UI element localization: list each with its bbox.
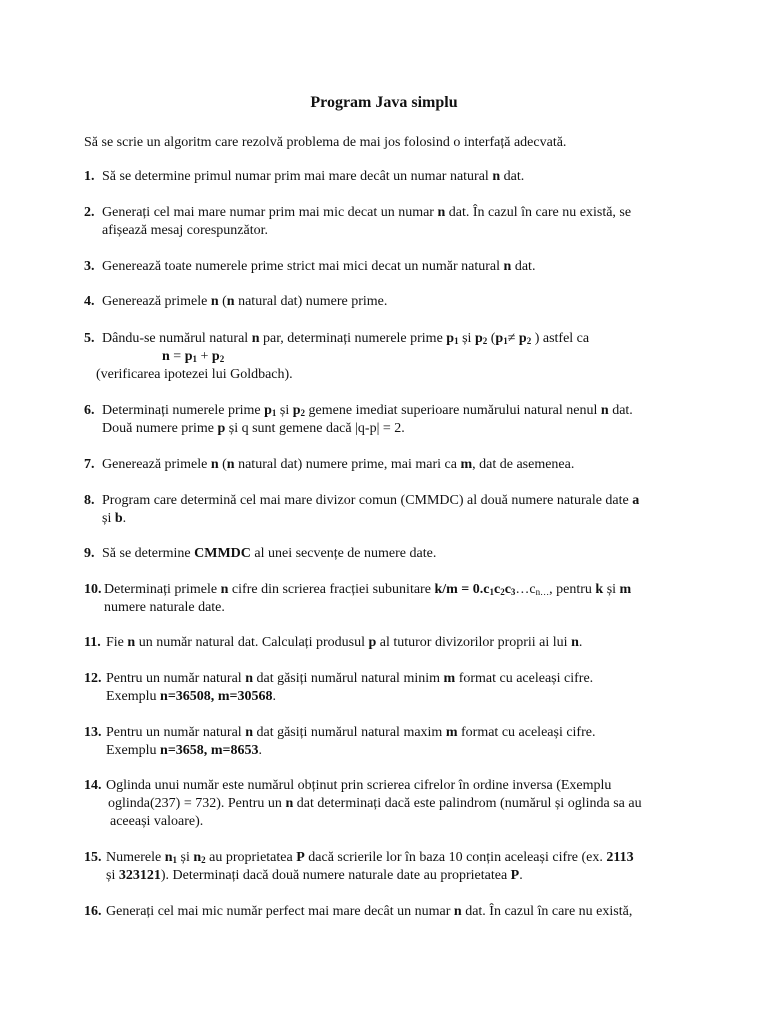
- problem-text-line: Să se determine primul numar prim mai mare decât un numar natural n dat.: [102, 169, 525, 184]
- problem-text-line: Exemplu n=3658, m=8653.: [106, 743, 262, 758]
- problem-text-line: Generează primele n (n natural dat) numere prime, mai mari ca m, dat de asemenea.: [102, 457, 575, 472]
- problem-text-line: afișează mesaj corespunzător.: [102, 223, 268, 238]
- problem-text-line: Determinați numerele prime $p_1$ și $p_2$ gemene imediat superioare numărului natural nenul n dat.: [102, 403, 633, 418]
- problem-text-line: Exemplu n=36508, m=30568.: [106, 689, 276, 704]
- problem-number: 5.: [84, 331, 95, 346]
- problem-text-line: Determinați primele n cifre din scrierea fracției subunitare $k/m = 0.c_1c_2c_3\dots c_{n\dots}$, pentru k și m: [104, 582, 632, 597]
- problem-text-line: aceeași valoare).: [110, 814, 204, 829]
- problem-text-line: Generați cel mai mare numar prim mai mic decat un numar n dat. În cazul în care nu există, se: [102, 205, 632, 220]
- problem-number: 2.: [84, 205, 95, 220]
- problem-number: 4.: [84, 294, 95, 309]
- problem-text-line: și 323121). Determinați dacă două numere naturale date au proprietatea P.: [106, 868, 523, 883]
- problem-text-line: Numerele $n_1$ și $n_2$ au proprietatea P dacă scrierile lor în baza 10 conțin aceleași cifre (ex. 2113: [106, 850, 634, 865]
- problem-text-line: Pentru un număr natural n dat găsiți numărul natural minim m format cu aceleași cifre.: [106, 671, 594, 686]
- page-title: Program Java simplu: [310, 94, 458, 111]
- problem-text-line: Două numere prime p și q sunt gemene dacă |q-p| = 2.: [102, 421, 405, 436]
- problem-text-line: numere naturale date.: [104, 600, 225, 615]
- problem-text-line: oglinda(237) = 732). Pentru un n dat determinați dacă este palindrom (numărul și oglinda sa au: [108, 796, 642, 811]
- problem-number: 6.: [84, 403, 95, 418]
- problem-text-line: Generează primele n (n natural dat) numere prime.: [102, 294, 388, 309]
- problem-number: 8.: [84, 493, 95, 508]
- problem-text-line: Oglinda unui număr este numărul obținut prin scrierea cifrelor în ordine inversa (Exemplu: [106, 778, 612, 793]
- problem-text-line: Generează toate numerele prime strict mai mici decat un număr natural n dat.: [102, 259, 536, 274]
- problem-text-line: (verificarea ipotezei lui Goldbach).: [96, 367, 293, 382]
- problem-text-line: Fie n un număr natural dat. Calculați produsul p al tuturor divizorilor proprii ai lui n.: [106, 635, 583, 650]
- problem-number: 3.: [84, 259, 95, 274]
- problem-text-line: și b.: [102, 511, 127, 526]
- problem-number: 12.: [84, 671, 102, 686]
- problem-number: 7.: [84, 457, 95, 472]
- problem-text-line: Generați cel mai mic număr perfect mai mare decât un numar n dat. În cazul în care nu există,: [106, 904, 633, 919]
- problem-text-line: $n = p_1 + p_2$: [162, 349, 225, 364]
- problem-number: 14.: [84, 778, 102, 793]
- problem-number: 1.: [84, 169, 95, 184]
- problem-number: 10.: [84, 582, 102, 597]
- problem-text-line: Dându-se numărul natural n par, determinați numerele prime $p_1$ și $p_2$ ($p_1\ne p_2$ ) astfel ca: [102, 331, 590, 346]
- problem-text-line: Să se determine CMMDC al unei secvențe de numere date.: [102, 546, 437, 561]
- problem-number: 15.: [84, 850, 102, 865]
- problem-text-line: Program care determină cel mai mare divizor comun (CMMDC) al două numere naturale date a: [102, 493, 640, 508]
- problem-number: 9.: [84, 546, 95, 561]
- intro-text: Să se scrie un algoritm care rezolvă problema de mai jos folosind o interfață adecvată.: [84, 135, 567, 150]
- problem-number: 16.: [84, 904, 102, 919]
- problem-number: 13.: [84, 725, 102, 740]
- problem-number: 11.: [84, 635, 101, 650]
- problem-text-line: Pentru un număr natural n dat găsiți numărul natural maxim m format cu aceleași cifre.: [106, 725, 596, 740]
